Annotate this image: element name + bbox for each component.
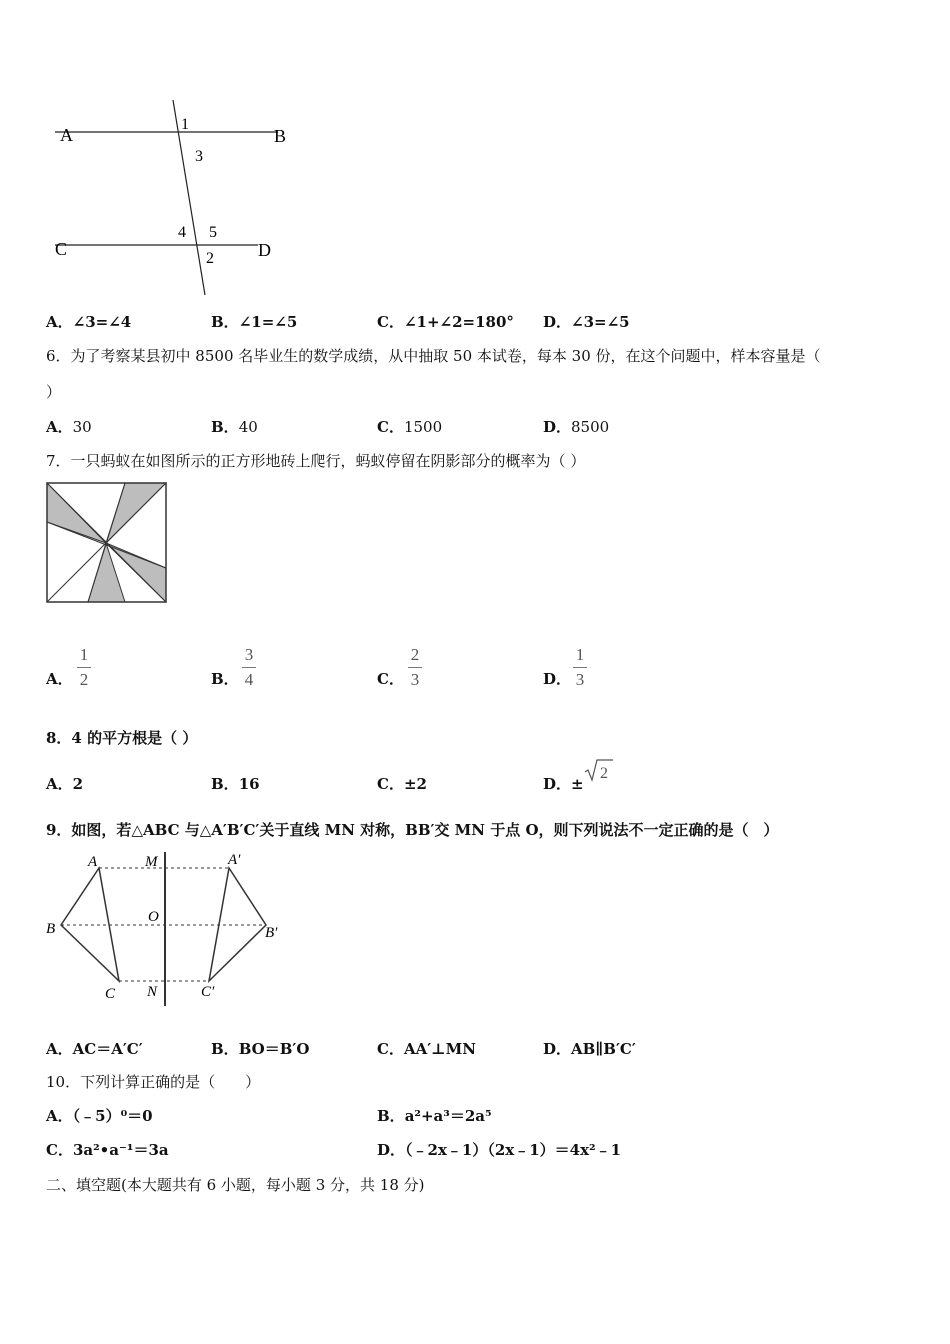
label-b: B [46, 921, 56, 937]
label-o: O [148, 909, 159, 925]
q7-option-a[interactable]: A． [46, 670, 73, 688]
q8-option-a[interactable]: A．2 [46, 775, 84, 793]
square-tile-figure [45, 481, 169, 605]
angle-5-label: 5 [209, 224, 217, 241]
angle-2-label: 2 [206, 250, 214, 267]
label-d: D [258, 240, 271, 260]
sqrt-symbol [583, 758, 615, 782]
q7-option-d-fraction: 1 3 [573, 645, 587, 690]
q6-stem-line1: 6．为了考察某县初中 8500 名毕业生的数学成绩，从中抽取 50 本试卷，每本 30 份，在这个问题中，样本容量是（ [46, 347, 821, 365]
label-c-prime: C′ [201, 984, 215, 1000]
q7-option-b-fraction: 3 4 [242, 645, 256, 690]
q8-stem: 8．4 的平方根是（ ） [46, 729, 198, 747]
q7-stem: 7．一只蚂蚁在如图所示的正方形地砖上爬行，蚂蚁停留在阴影部分的概率为（ ） [46, 452, 586, 470]
symmetry-figure [44, 848, 294, 1008]
label-a: A [88, 854, 98, 870]
q10-option-b[interactable]: B．a²+a³＝2a⁵ [377, 1107, 492, 1125]
q10-option-c[interactable]: C．3a²•a⁻¹＝3a [46, 1141, 169, 1159]
q9-option-b[interactable]: B．BO＝B′O [211, 1040, 310, 1058]
label-b-prime: B′ [265, 925, 278, 941]
q5-option-d[interactable]: D．∠3=∠5 [543, 313, 630, 331]
q7-option-b[interactable]: B． [211, 670, 239, 688]
label-b: B [274, 126, 287, 146]
q5-option-c[interactable]: C．∠1+∠2=180° [377, 313, 514, 331]
q5-option-b[interactable]: B．∠1=∠5 [211, 313, 298, 331]
angle-4-label: 4 [178, 224, 186, 241]
q6-option-c[interactable]: C．1500 [377, 418, 443, 436]
q10-option-a[interactable]: A．（﹣5）⁰＝0 [46, 1107, 153, 1125]
label-a-prime: A′ [228, 852, 241, 868]
q8-option-c[interactable]: C．±2 [377, 775, 427, 793]
q6-option-d[interactable]: D．8500 [543, 418, 610, 436]
q9-option-a[interactable]: A．AC＝A′C′ [46, 1040, 143, 1058]
q9-stem: 9．如图，若△ABC 与△A′B′C′关于直线 MN 对称，BB′交 MN 于点 O，则下列说法不一定正确的是（ ） [46, 821, 779, 839]
q8-option-b[interactable]: B．16 [211, 775, 260, 793]
q6-stem-line2: ） [46, 383, 62, 401]
q8-option-d[interactable]: D．± [543, 775, 584, 793]
label-m: M [145, 854, 158, 870]
label-c: C [55, 239, 68, 259]
label-n: N [147, 984, 158, 1000]
label-a: A [60, 125, 73, 145]
q10-option-d[interactable]: D．（﹣2x﹣1）（2x﹣1）＝4x²﹣1 [377, 1141, 622, 1159]
q9-option-c[interactable]: C．AA′⊥MN [377, 1040, 476, 1058]
q9-option-d[interactable]: D．AB∥B′C′ [543, 1040, 636, 1058]
q10-stem: 10．下列计算正确的是（ ） [46, 1073, 261, 1091]
q7-option-c-fraction: 2 3 [408, 645, 422, 690]
angle-1-label: 1 [181, 116, 189, 133]
q5-option-a[interactable]: A．∠3=∠4 [46, 313, 132, 331]
parallel-lines-figure [50, 95, 300, 300]
q7-option-a-fraction: 1 2 [77, 645, 91, 690]
q7-option-c[interactable]: C． [377, 670, 404, 688]
sqrt-radicand: 2 [600, 765, 608, 782]
q6-option-a[interactable]: A．30 [46, 418, 92, 436]
q6-option-b[interactable]: B．40 [211, 418, 258, 436]
label-c: C [105, 986, 116, 1002]
section-2-heading: 二、填空题(本大题共有 6 小题，每小题 3 分，共 18 分) [46, 1176, 425, 1194]
angle-3-label: 3 [195, 148, 203, 165]
q7-option-d[interactable]: D． [543, 670, 572, 688]
